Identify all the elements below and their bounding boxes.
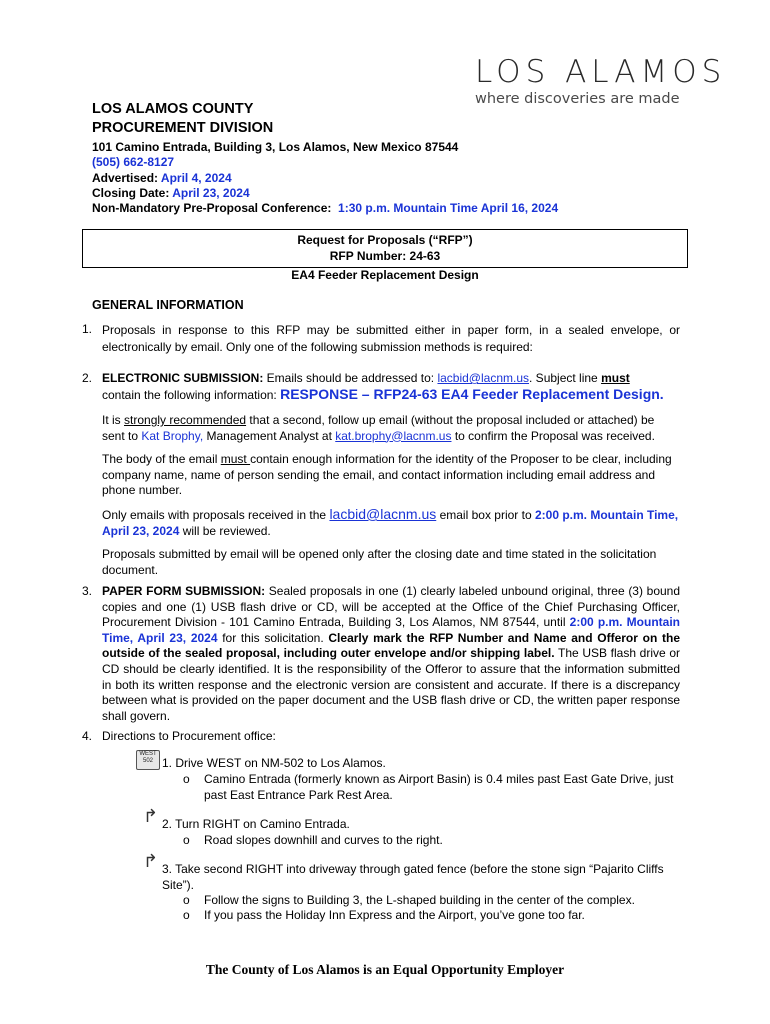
section-title: GENERAL INFORMATION bbox=[92, 298, 244, 312]
closing-label: Closing Date: bbox=[92, 185, 170, 200]
text: email box prior to bbox=[436, 508, 535, 522]
text: contain the following information: bbox=[102, 387, 281, 402]
item-text: Directions to Procurement office: bbox=[102, 729, 276, 743]
paragraph-email-body bbox=[102, 452, 680, 499]
address: 101 Camino Entrada, Building 3, Los Alamos, New Mexico 87544 bbox=[92, 140, 459, 154]
direction-note: Road slopes downhill and curves to the right. bbox=[204, 833, 443, 847]
rfp-title: EA4 Feeder Replacement Design bbox=[291, 268, 479, 282]
bid-email-link[interactable]: lacbid@lacnm.us bbox=[329, 506, 437, 522]
sign-direction: WEST bbox=[139, 751, 157, 757]
logo-tagline: where discoveries are made bbox=[475, 91, 680, 107]
closing-line bbox=[92, 186, 558, 201]
phone: (505) 662-8127 bbox=[92, 155, 175, 170]
rfp-line1: Request for Proposals (“RFP”) bbox=[297, 233, 473, 247]
direction-step-3: 3. Take second RIGHT into driveway through gated fence (before the stone sign “Pajarito Cliffs Site”). bbox=[162, 862, 664, 892]
paragraph-follow-up bbox=[102, 413, 680, 444]
deadline-time: 2:00 p.m. Mountain Time, April 23, 2024 bbox=[102, 508, 679, 538]
advertised-label: Advertised: bbox=[92, 170, 159, 185]
text: contain enough information for the identity of the Proposer to be clear, including company name, name of person sending the email, and contact information including email address and phone number. bbox=[102, 452, 672, 498]
text: will be reviewed. bbox=[179, 523, 271, 538]
procurement-header bbox=[92, 100, 558, 216]
contact-name: Kat Brophy, bbox=[141, 428, 204, 443]
bullet: o bbox=[183, 833, 190, 847]
conference-label: Non-Mandatory Pre-Proposal Conference: bbox=[92, 201, 332, 216]
item-text bbox=[102, 584, 680, 724]
advertised-line bbox=[92, 171, 558, 186]
item-text: Proposals in response to this RFP may be submitted either in paper form, in a sealed envelope, or electronically by email. Only one of the following submission methods is required: bbox=[102, 323, 680, 354]
direction-note: Camino Entrada (formerly known as Airport Basin) is 0.4 miles past East Gate Drive, just past East Entrance Park Rest Area. bbox=[204, 772, 674, 802]
paragraph-opening: Proposals submitted by email will be opened only after the closing date and time stated in the solicitation document. bbox=[102, 547, 657, 577]
item-number: 3. bbox=[82, 584, 93, 598]
electronic-label: ELECTRONIC SUBMISSION: bbox=[102, 371, 264, 385]
turn-right-icon: ↱ bbox=[143, 806, 159, 826]
contact-email-link[interactable]: kat.brophy@lacnm.us bbox=[335, 428, 452, 443]
text: It is bbox=[102, 413, 125, 427]
division-name: PROCUREMENT DIVISION bbox=[92, 120, 274, 136]
bullet: o bbox=[183, 772, 190, 786]
text: Emails should be addressed to: bbox=[263, 371, 438, 385]
sign-route: 502 bbox=[142, 758, 153, 764]
rfp-number: RFP Number: 24-63 bbox=[329, 249, 441, 263]
turn-right-icon: ↱ bbox=[143, 851, 159, 871]
bullet: o bbox=[183, 908, 190, 922]
text: Management Analyst at bbox=[203, 428, 336, 443]
marking-instructions: Clearly mark the RFP Number and Name and Offeror on the outside of the sealed proposal, including outer envelope and/or shipping label. bbox=[102, 630, 680, 661]
text: that a second, follow up email (without the proposal included or attached) be sent to bbox=[102, 413, 655, 443]
strongly-recommended: strongly recommended bbox=[124, 413, 247, 427]
item-text bbox=[102, 371, 680, 403]
item-number: 1. bbox=[82, 322, 93, 336]
footer-statement: The County of Los Alamos is an Equal Opportunity Employer bbox=[205, 962, 565, 977]
closing-date: April 23, 2024 bbox=[172, 185, 250, 200]
direction-note: Follow the signs to Building 3, the L-shaped building in the center of the complex. bbox=[204, 893, 635, 907]
text: Sealed proposals in one (1) clearly labeled unbound original, three (3) bound copies and one (1) USB flash drive or CD, will be accepted at the Office of the Chief Purchasing Officer, Procurement Division - 101 Camino Entrada, Building 3, Los Alamos, NM 87544, until bbox=[102, 584, 681, 630]
advertised-date: April 4, 2024 bbox=[160, 170, 232, 185]
logo-wordmark: LOS ALAMOS bbox=[475, 54, 727, 90]
item-number: 4. bbox=[82, 729, 93, 743]
text: The body of the email bbox=[102, 452, 221, 466]
paper-label: PAPER FORM SUBMISSION: bbox=[102, 584, 266, 598]
county-name: LOS ALAMOS COUNTY bbox=[92, 101, 254, 117]
conference-time: 1:30 p.m. Mountain Time April 16, 2024 bbox=[338, 201, 559, 216]
highway-sign-icon bbox=[136, 750, 160, 770]
text: The USB flash drive or CD should be clearly identified. It is the responsibility of the Offeror to assure that the information submitted in both its written response and the electronic version are consistent and accurate. If there is a discrepancy between what is provided on the paper document and the USB flash drive or CD, the written paper response shall govern. bbox=[102, 646, 680, 723]
deadline-time: 2:00 p.m. Mountain Time, April 23, 2024 bbox=[102, 615, 680, 645]
text: for this solicitation. bbox=[217, 630, 329, 645]
direction-step-2: 2. Turn RIGHT on Camino Entrada. bbox=[162, 817, 350, 831]
item-number: 2. bbox=[82, 371, 93, 385]
must-text: must bbox=[220, 452, 251, 466]
paragraph-deadline bbox=[102, 507, 680, 539]
text: . Subject line bbox=[529, 371, 602, 385]
subject-line: RESPONSE – RFP24-63 EA4 Feeder Replacement Design. bbox=[280, 385, 664, 402]
conference-line bbox=[92, 201, 558, 216]
direction-step-1: 1. Drive WEST on NM-502 to Los Alamos. bbox=[162, 756, 386, 770]
bullet: o bbox=[183, 893, 190, 907]
must-text: must bbox=[601, 371, 630, 385]
text: Only emails with proposals received in the bbox=[102, 508, 330, 522]
bid-email-link[interactable]: lacbid@lacnm.us bbox=[437, 371, 530, 385]
direction-note: If you pass the Holiday Inn Express and the Airport, you’ve gone too far. bbox=[204, 908, 585, 922]
text: to confirm the Proposal was received. bbox=[451, 428, 655, 443]
